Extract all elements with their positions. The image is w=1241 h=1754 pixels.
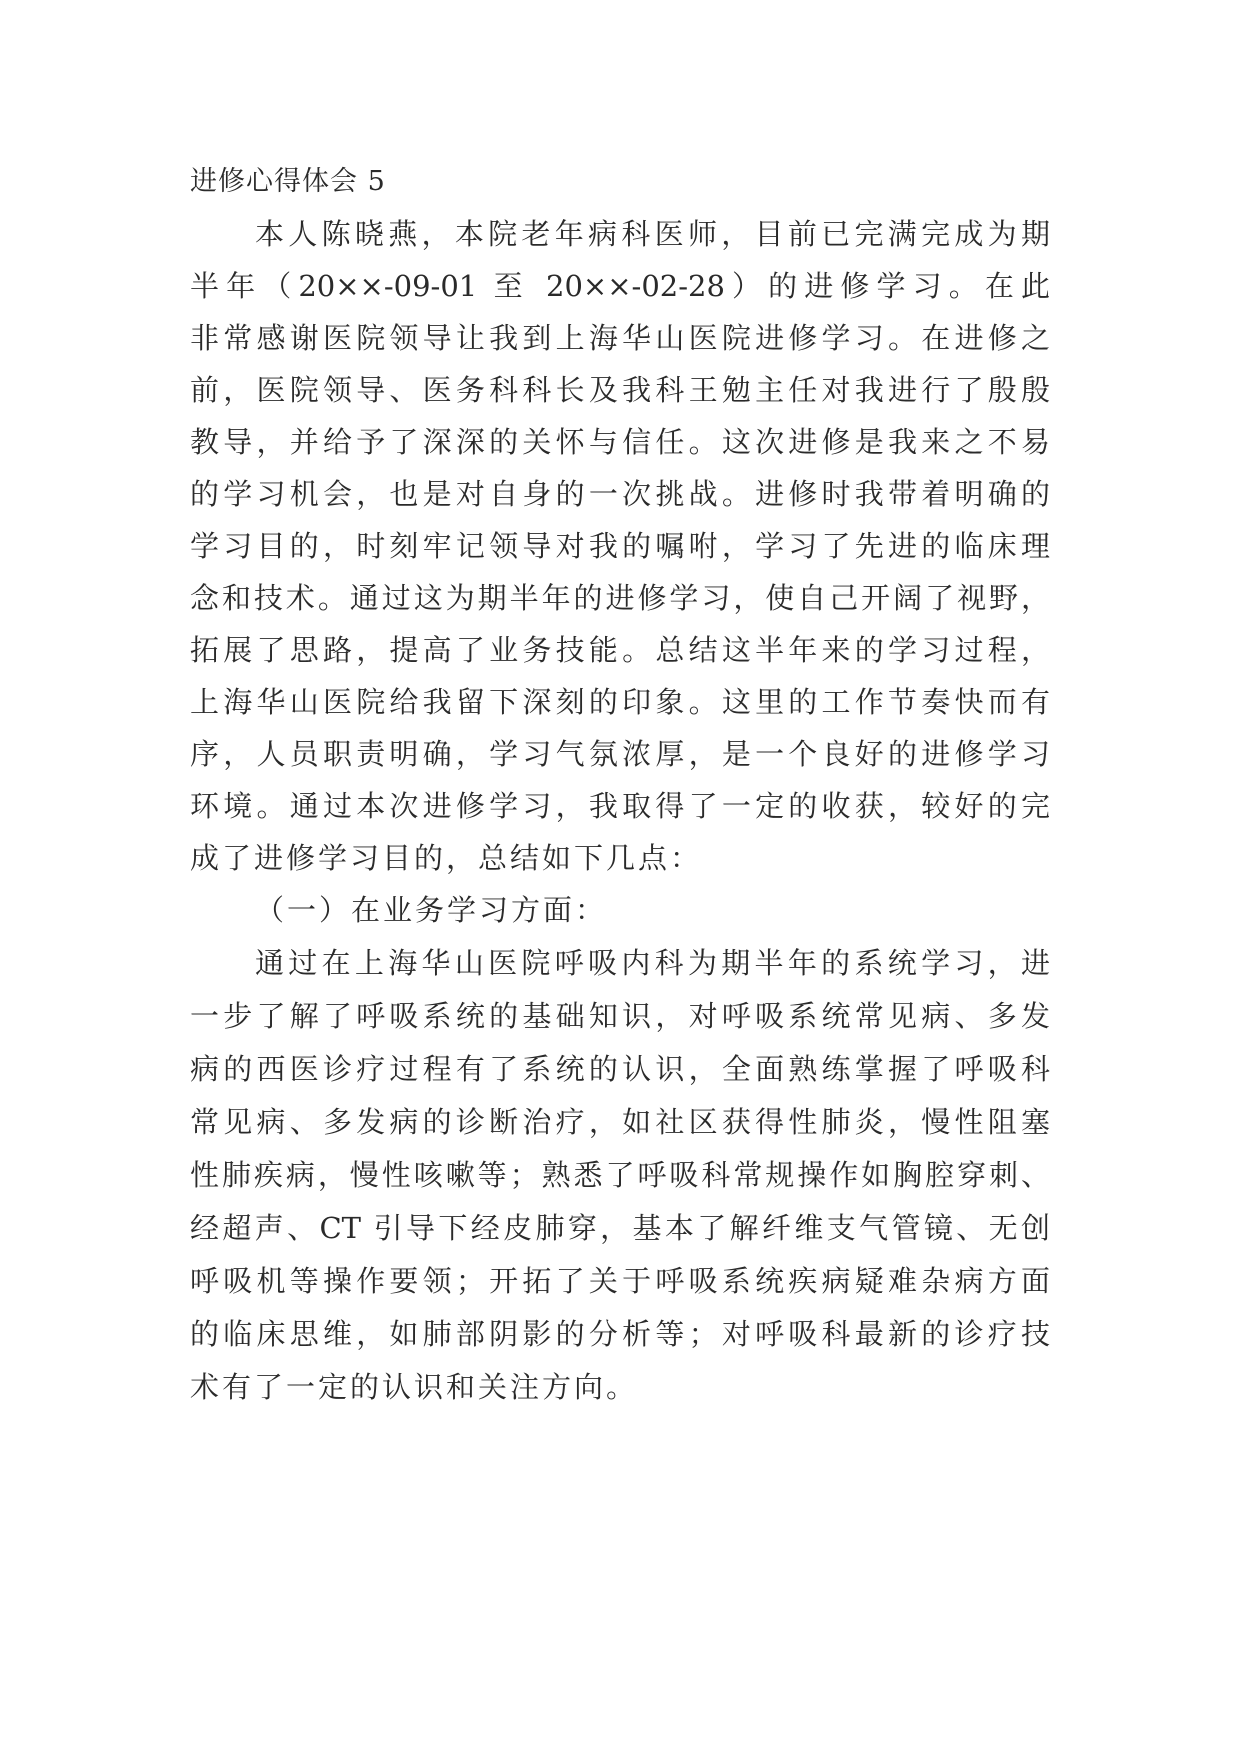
paragraph-1-line-7: 学习目的，时刻牢记领导对我的嘱咐，学习了先进的临床理 [190, 529, 1050, 563]
paragraph-2-line-1: 通过在上海华山医院呼吸内科为期半年的系统学习，进 [255, 946, 1050, 980]
paragraph-1-line-3: 非常感谢医院领导让我到上海华山医院进修学习。在进修之 [190, 321, 1050, 355]
paragraph-1-line-13: 成了进修学习目的，总结如下几点： [190, 841, 703, 875]
section-heading: （一）在业务学习方面： [255, 893, 608, 927]
paragraph-1-line-4: 前，医院领导、医务科科长及我科王勉主任对我进行了殷殷 [190, 373, 1050, 407]
paragraph-1-line-12: 环境。通过本次进修学习，我取得了一定的收获，较好的完 [190, 789, 1050, 823]
paragraph-2-line-6: 经超声、CT 引导下经皮肺穿，基本了解纤维支气管镜、无创 [190, 1211, 1050, 1245]
paragraph-1-line-10: 上海华山医院给我留下深刻的印象。这里的工作节奏快而有 [190, 685, 1050, 719]
paragraph-1-line-11: 序，人员职责明确，学习气氛浓厚，是一个良好的进修学习 [190, 737, 1050, 771]
paragraph-1-line-1: 本人陈晓燕，本院老年病科医师，目前已完满完成为期 [255, 217, 1050, 251]
paragraph-2-line-5: 性肺疾病，慢性咳嗽等；熟悉了呼吸科常规操作如胸腔穿刺、 [190, 1158, 1050, 1192]
paragraph-2-line-3: 病的西医诊疗过程有了系统的认识，全面熟练掌握了呼吸科 [190, 1052, 1050, 1086]
paragraph-2-line-4: 常见病、多发病的诊断治疗，如社区获得性肺炎，慢性阻塞 [190, 1105, 1050, 1139]
paragraph-1-line-5: 教导，并给予了深深的关怀与信任。这次进修是我来之不易 [190, 425, 1050, 459]
paragraph-2-line-2: 一步了解了呼吸系统的基础知识，对呼吸系统常见病、多发 [190, 999, 1050, 1033]
paragraph-2-line-8: 的临床思维，如肺部阴影的分析等；对呼吸科最新的诊疗技 [190, 1317, 1050, 1351]
paragraph-1-line-2: 半年（20××-09-01 至 20××-02-28）的进修学习。在此 [190, 269, 1050, 303]
paragraph-1-line-8: 念和技术。通过这为期半年的进修学习，使自己开阔了视野， [190, 581, 1050, 615]
paragraph-2-line-9: 术有了一定的认识和关注方向。 [190, 1370, 639, 1404]
paragraph-1-line-6: 的学习机会，也是对自身的一次挑战。进修时我带着明确的 [190, 477, 1050, 511]
document-title: 进修心得体会 5 [190, 166, 386, 197]
paragraph-2-line-7: 呼吸机等操作要领；开拓了关于呼吸系统疾病疑难杂病方面 [190, 1264, 1050, 1298]
paragraph-1-line-9: 拓展了思路，提高了业务技能。总结这半年来的学习过程， [190, 633, 1050, 667]
